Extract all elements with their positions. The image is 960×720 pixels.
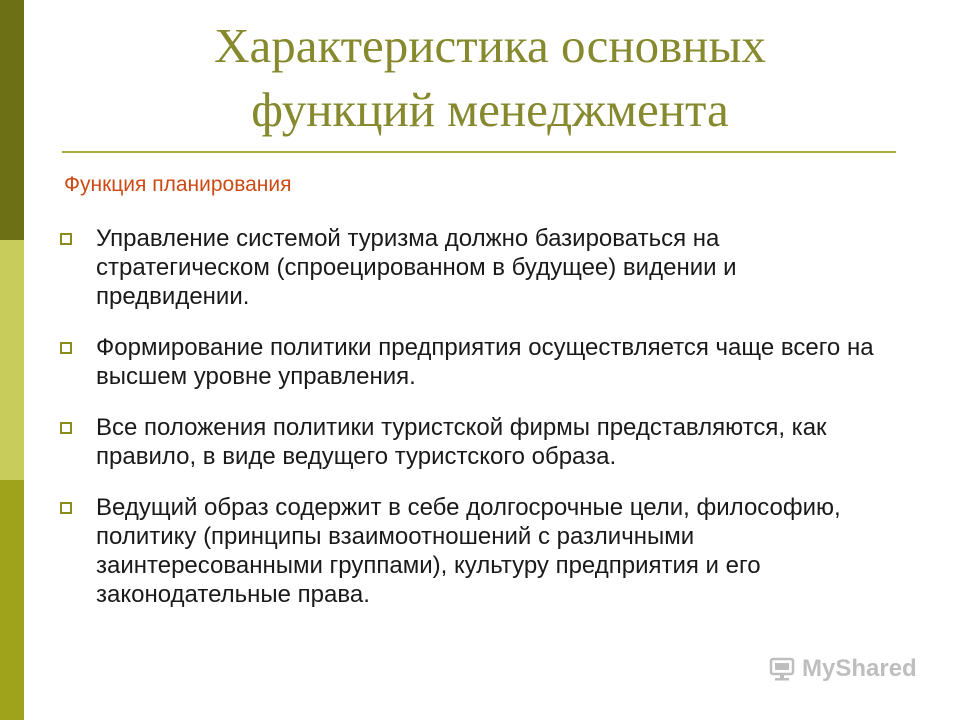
bullet-text: Ведущий образ содержит в себе долгосрочные цели, философию, политику (принципы взаимоотношений с различными заинтересованными группами), культуру предприятия и его законодательные права. bbox=[96, 494, 841, 608]
square-bullet-icon bbox=[60, 342, 72, 354]
bullet-item bbox=[60, 224, 880, 311]
side-band-middle bbox=[0, 240, 24, 480]
slide-title-line-2: функций менеджмента bbox=[251, 82, 729, 137]
bullet-item bbox=[60, 333, 880, 391]
bullet-text: Управление системой туризма должно базироваться на стратегическом (спроецированном в будущее) видении и предвидении. bbox=[96, 225, 737, 310]
slide-title-line-1: Характеристика основных bbox=[214, 18, 766, 73]
bullet-list bbox=[60, 224, 880, 631]
side-band-bottom bbox=[0, 480, 24, 720]
bullet-item bbox=[60, 413, 880, 471]
bullet-text: Все положения политики туристской фирмы представляются, как правило, в виде ведущего туристского образа. bbox=[96, 414, 827, 470]
slide-title bbox=[140, 14, 840, 142]
bullet-text: Формирование политики предприятия осуществляется чаще всего на высшем уровне управления. bbox=[96, 334, 874, 390]
slide-subtitle: Функция планирования bbox=[64, 173, 292, 196]
title-divider bbox=[62, 151, 896, 153]
side-band-top bbox=[0, 0, 24, 240]
square-bullet-icon bbox=[60, 502, 72, 514]
square-bullet-icon bbox=[60, 233, 72, 245]
presentation-icon bbox=[768, 655, 796, 683]
watermark bbox=[768, 655, 917, 683]
watermark-text: MyShared bbox=[802, 655, 917, 682]
bullet-item bbox=[60, 493, 880, 609]
square-bullet-icon bbox=[60, 422, 72, 434]
